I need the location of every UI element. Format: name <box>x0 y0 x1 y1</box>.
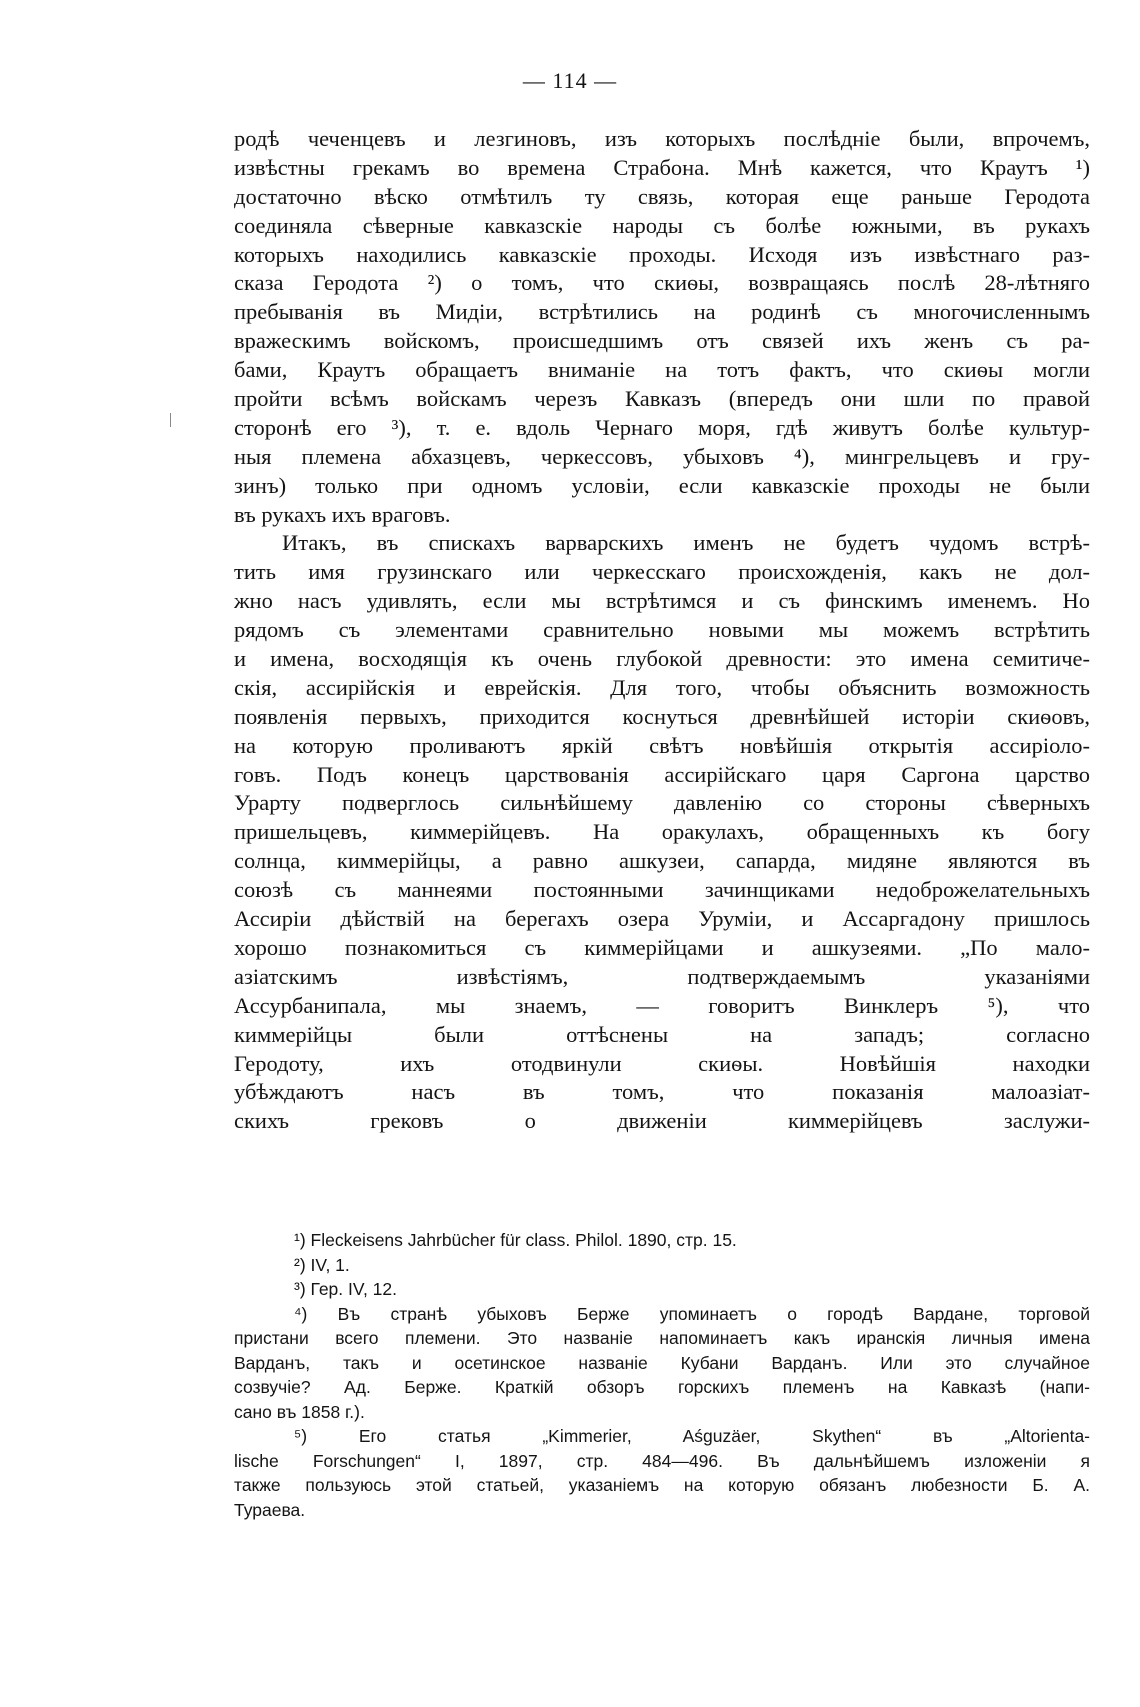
text-line: азiатскимъ извѣстiямъ, подтверждаемымъ указанiями <box>234 963 1090 989</box>
footnote-line: пристани всего племени. Это названiе напоминаетъ какъ иранскiя личныя имена <box>234 1328 1090 1348</box>
text-line: Ассурбанипала, мы знаемъ, — говоритъ Винклеръ ⁵), что <box>234 992 1090 1018</box>
text-line: говъ. Подъ конецъ царствованiя ассирiйскаго царя Саргона царство <box>234 761 1090 787</box>
text-line: хорошо познакомиться съ киммерiйцами и ашкузеями. „По мало- <box>234 934 1090 960</box>
text-line: тить имя грузинскаго или черкесскаго происхожденiя, какъ не дол- <box>234 559 1090 585</box>
footnote-line: созвучiе? Ад. Берже. Краткiй обзоръ горскихъ племенъ на Кавказѣ (напи- <box>234 1377 1090 1397</box>
text-line: родѣ чеченцевъ и лезгиновъ, изъ которыхъ послѣднiе были, впрочемъ, <box>234 126 1090 151</box>
text-line: въ рукахъ ихъ враговъ. <box>234 501 451 527</box>
footnote-line: Тураева. <box>234 1499 306 1520</box>
footnote-3: ³) Гер. IV, 12. <box>294 1279 397 1299</box>
text-line: ныя племена абхазцевъ, черкессовъ, убыховъ ⁴), мингрельцевъ и гру- <box>234 443 1090 469</box>
text-line: извѣстны грекамъ во времена Страбона. Мнѣ кажется, что Краутъ ¹) <box>234 154 1090 180</box>
text-line: солнца, киммерiйцы, а равно ашкузеи, сапарда, мидяне являются въ <box>234 848 1090 874</box>
margin-mark <box>170 413 171 427</box>
text-line: на которую проливаютъ яркiй свѣтъ новѣйшiя открытiя ассирiоло- <box>234 732 1090 758</box>
footnote-line: сано въ 1858 г.). <box>234 1401 365 1422</box>
text-line: рядомъ съ элементами сравнительно новыми мы можемъ встрѣтить <box>234 617 1090 643</box>
text-line: появленiя первыхъ, приходится коснуться древнѣйшей исторiи скиѳовъ, <box>234 703 1090 729</box>
text-line: скихъ грековъ о движенiи киммерiйцевъ заслужи- <box>234 1108 1090 1134</box>
text-line: которыхъ находились кавказскiе проходы. Исходя изъ извѣстнаго раз- <box>234 241 1090 267</box>
main-text <box>234 125 1090 1136</box>
text-line: вражескимъ войскомъ, происшедшимъ отъ связей ихъ женъ съ ра- <box>234 328 1090 354</box>
footnote-5: ⁵) Его статья „Kimmerier, Aśguzäer, Skythen“ въ „Altorientа- <box>294 1426 1090 1446</box>
text-line: пройти всѣмъ войскамъ черезъ Кавказъ (впередъ они шли по правой <box>234 386 1090 412</box>
text-line: Ассирiи дѣйствiй на берегахъ озера Урумiи, и Ассаргадону пришлось <box>234 906 1090 932</box>
text-line: киммерiйцы были оттѣснены на западъ; согласно <box>234 1021 1090 1047</box>
text-line: скiя, ассирiйскiя и еврейскiя. Для того, чтобы объяснить возможность <box>234 674 1090 700</box>
page-number: — 114 — <box>522 68 618 93</box>
footnotes <box>234 1228 1090 1522</box>
text-line: пришельцевъ, киммерiйцевъ. На оракулахъ, обращенныхъ къ богу <box>234 819 1090 845</box>
text-line: пребыванiя въ Мидiи, встрѣтились на родинѣ съ многочисленнымъ <box>234 299 1090 325</box>
footnote-1: ¹) Fleckeisens Jahrbücher für class. Philol. 1890, стр. 15. <box>294 1230 737 1250</box>
footnote-4: ⁴) Въ странѣ убыховъ Берже упоминаетъ о городѣ Вардане, торговой <box>294 1303 1090 1324</box>
text-line: достаточно вѣско отмѣтилъ ту связь, которая еще раньше Геродота <box>234 183 1090 209</box>
text-line: убѣждаютъ насъ въ томъ, что показанiя малоазiат- <box>234 1079 1090 1105</box>
footnote-line: Варданъ, такъ и осетинское названiе Кубани Варданъ. Или это случайное <box>234 1352 1090 1373</box>
text-line: союзѣ съ маннеями постоянными зачинщиками недоброжелательныхъ <box>234 877 1090 903</box>
text-line: сторонѣ его ³), т. е. вдоль Чернаго моря, гдѣ живутъ болѣе культур- <box>234 414 1090 440</box>
text-line: Итакъ, въ спискахъ варварскихъ именъ не будетъ чудомъ встрѣ- <box>282 530 1090 556</box>
text-line: и имена, восходящiя къ очень глубокой древности: это имена семитиче- <box>234 646 1090 672</box>
footnote-line: lische Forschungen“ I, 1897, стр. 484—496. Въ дальнѣйшемъ изложенiи я <box>234 1450 1090 1471</box>
text-line: соединяла сѣверные кавказскiе народы съ болѣе южными, въ рукахъ <box>234 212 1090 238</box>
text-line: Урарту подверглось сильнѣйшему давленiю со стороны сѣверныхъ <box>234 790 1090 816</box>
text-line: Геродоту, ихъ отодвинули скиѳы. Новѣйшiя находки <box>234 1050 1090 1076</box>
footnote-2: ²) IV, 1. <box>294 1254 350 1275</box>
text-line: сказа Геродота ²) о томъ, что скиѳы, возвращаясь послѣ 28-лѣтняго <box>234 270 1090 296</box>
footnote-line: также пользуюсь этой статьей, указанiемъ на которую обязанъ любезности Б. А. <box>234 1475 1090 1495</box>
text-line: зинъ) только при одномъ условiи, если кавказскiе проходы не были <box>234 472 1090 498</box>
text-line: жно насъ удивлять, если мы встрѣтимся и съ финскимъ именемъ. Но <box>234 588 1090 614</box>
text-line: бами, Краутъ обращаетъ вниманiе на тотъ фактъ, что скиѳы могли <box>234 357 1090 383</box>
